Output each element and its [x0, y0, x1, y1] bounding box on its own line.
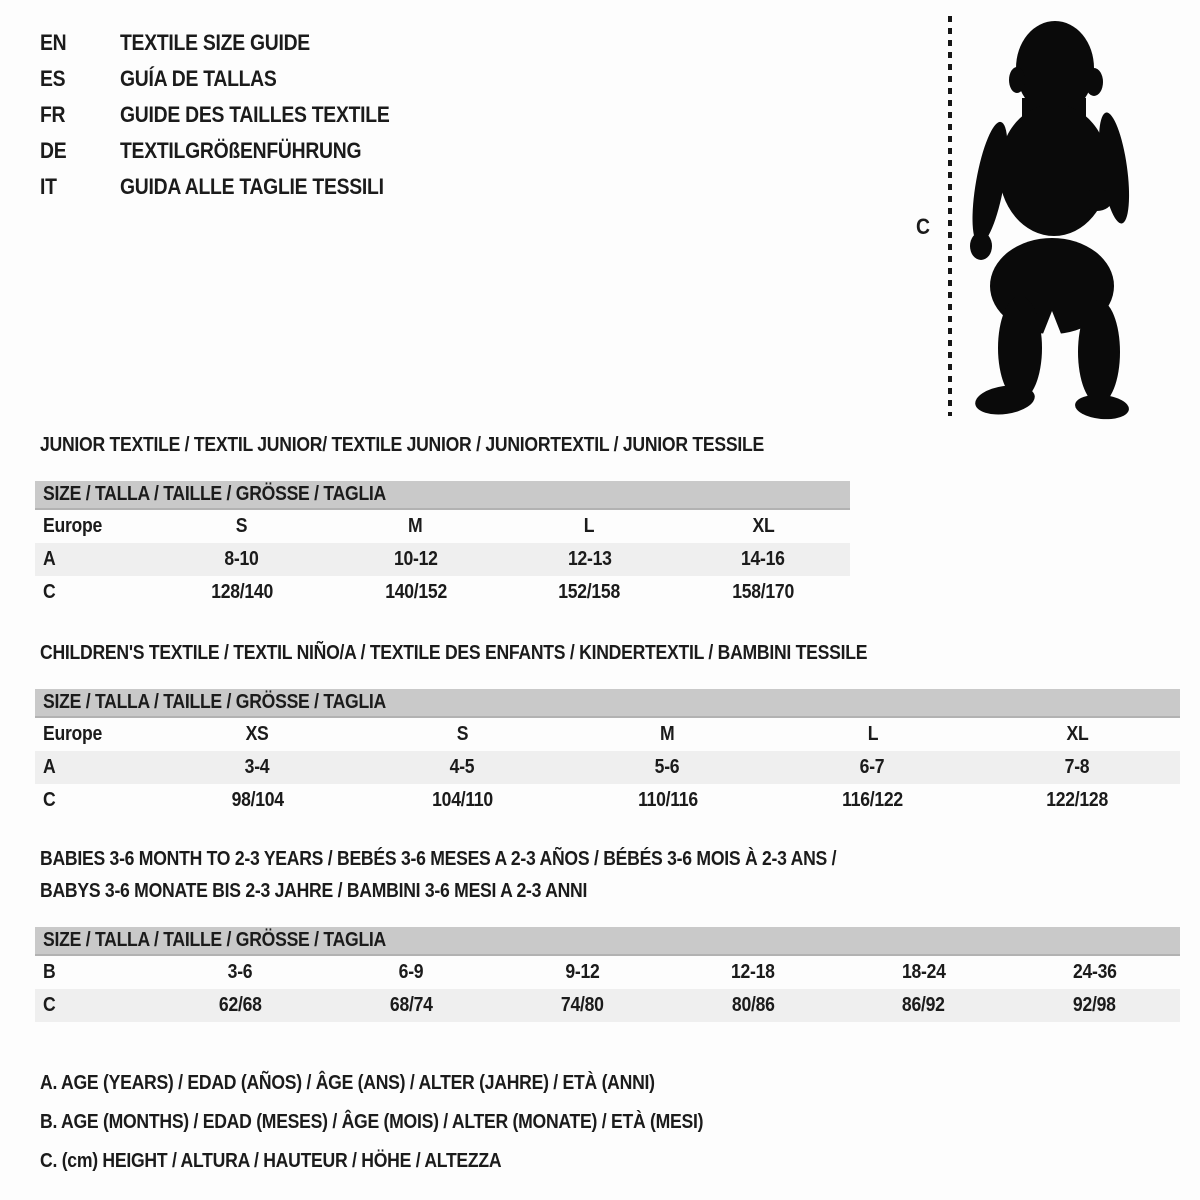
cell-value: 68/74 — [389, 994, 433, 1016]
section-title-text: BABYS 3-6 MONATE BIS 2-3 JAHRE / BAMBINI 3-6 MESI A 2-3 ANNI — [40, 880, 588, 902]
row-label — [35, 961, 155, 984]
cell-value: L — [584, 515, 595, 537]
table-row — [35, 989, 1180, 1022]
cell-value: 7-8 — [1065, 756, 1090, 778]
size-header-text: SIZE / TALLA / TAILLE / GRÖSSE / TAGLIA — [43, 483, 387, 505]
table-cell — [838, 961, 1009, 984]
table-row — [35, 751, 1180, 784]
table-cell — [1009, 961, 1180, 984]
table-cell — [326, 994, 497, 1017]
cell-value: 92/98 — [1073, 994, 1116, 1016]
cell-value: 110/116 — [637, 789, 698, 811]
table-cell — [770, 756, 975, 779]
legend-line — [40, 1064, 794, 1103]
table-cell — [1009, 994, 1180, 1017]
cell-value: XL — [752, 515, 775, 537]
cell-value: 6-7 — [860, 756, 885, 778]
language-title: GUIDA ALLE TAGLIE TESSILI — [120, 174, 384, 199]
row-label — [35, 756, 155, 779]
table-row — [35, 956, 1180, 989]
table-cell — [676, 548, 850, 571]
row-label-text: A — [43, 548, 56, 570]
cell-value: 12-13 — [567, 548, 612, 570]
row-label-text: C — [43, 789, 56, 811]
children-textile-section — [35, 637, 1180, 817]
section-title-text: JUNIOR TEXTILE / TEXTIL JUNIOR/ TEXTILE JUNIOR / JUNIORTEXTIL / JUNIOR TESSILE — [40, 434, 764, 456]
cell-value: 10-12 — [393, 548, 438, 570]
row-label — [35, 581, 155, 604]
language-row — [40, 25, 426, 61]
legend-text: B. AGE (MONTHS) / EDAD (MESES) / ÂGE (MOIS) / ALTER (MONATE) / ETÀ (MESI) — [40, 1111, 704, 1133]
language-code: DE — [40, 138, 67, 163]
row-label-text: Europe — [43, 723, 103, 745]
section-title-text: BABIES 3-6 MONTH TO 2-3 YEARS / BEBÉS 3-6 MESES A 2-3 AÑOS / BÉBÉS 3-6 MOIS À 2-3 ANS / — [40, 848, 837, 870]
legend-line — [40, 1142, 794, 1181]
cell-value: 122/128 — [1046, 789, 1109, 811]
table-cell — [326, 961, 497, 984]
legend-text: A. AGE (YEARS) / EDAD (AÑOS) / ÂGE (ANS) / ALTER (JAHRE) / ETÀ (ANNI) — [40, 1072, 655, 1094]
table-cell — [155, 961, 326, 984]
cell-value: 140/152 — [384, 581, 447, 603]
size-table — [35, 510, 850, 609]
row-label — [35, 515, 155, 538]
row-label — [35, 723, 155, 746]
row-label-text: A — [43, 756, 56, 778]
cell-value: 14-16 — [741, 548, 785, 570]
table-cell — [155, 515, 329, 538]
measurement-legend — [40, 1064, 794, 1181]
cell-value: XS — [246, 723, 269, 745]
cell-value: XL — [1066, 723, 1089, 745]
size-header-band — [35, 689, 1180, 718]
language-row — [40, 133, 426, 169]
cell-value: 74/80 — [560, 994, 604, 1016]
section-title-line — [40, 875, 1180, 907]
table-cell — [503, 581, 677, 604]
table-cell — [155, 756, 360, 779]
table-cell — [155, 789, 360, 812]
table-cell — [155, 581, 329, 604]
language-title: TEXTILGRÖßENFÜHRUNG — [120, 138, 362, 163]
table-cell — [770, 723, 975, 746]
language-code: ES — [40, 66, 66, 91]
legend-text: C. (cm) HEIGHT / ALTURA / HAUTEUR / HÖHE / ALTEZZA — [40, 1150, 502, 1172]
cell-value: 12-18 — [731, 961, 775, 983]
language-title: TEXTILE SIZE GUIDE — [120, 30, 310, 55]
cell-value: 6-9 — [398, 961, 424, 983]
cell-value: 152/158 — [558, 581, 621, 603]
section-title — [35, 429, 850, 461]
table-cell — [155, 994, 326, 1017]
table-cell — [360, 789, 565, 812]
row-label-text: Europe — [43, 515, 103, 537]
cell-value: 158/170 — [732, 581, 795, 603]
language-row — [40, 61, 426, 97]
table-cell — [565, 723, 770, 746]
babies-textile-section — [35, 843, 1180, 1022]
cell-value: 8-10 — [224, 548, 259, 570]
table-cell — [667, 961, 838, 984]
table-cell — [565, 756, 770, 779]
cell-value: M — [408, 515, 423, 537]
table-cell — [329, 515, 503, 538]
size-header-band — [35, 481, 850, 510]
size-header-band — [35, 927, 1180, 956]
table-cell — [360, 756, 565, 779]
table-cell — [770, 789, 975, 812]
table-row — [35, 784, 1180, 817]
height-marker-label — [916, 214, 932, 240]
cell-value: S — [236, 515, 248, 537]
cell-value: 4-5 — [450, 756, 475, 778]
section-title-line — [40, 843, 1180, 875]
cell-value: 24-36 — [1072, 961, 1117, 983]
height-marker-text: C — [916, 214, 930, 239]
language-title: GUÍA DE TALLAS — [120, 66, 277, 91]
cell-value: M — [660, 723, 675, 745]
cell-value: 3-4 — [245, 756, 270, 778]
table-cell — [565, 789, 770, 812]
language-row — [40, 97, 426, 133]
table-cell — [975, 789, 1180, 812]
cell-value: S — [456, 723, 469, 745]
cell-value: 80/86 — [731, 994, 775, 1016]
table-row — [35, 543, 850, 576]
language-title-list — [40, 25, 426, 205]
table-cell — [667, 994, 838, 1017]
size-header-text: SIZE / TALLA / TAILLE / GRÖSSE / TAGLIA — [43, 929, 387, 951]
table-cell — [975, 723, 1180, 746]
language-row — [40, 169, 426, 205]
table-row — [35, 510, 850, 543]
row-label — [35, 548, 155, 571]
baby-silhouette-icon — [962, 18, 1142, 420]
table-cell — [329, 548, 503, 571]
row-label — [35, 789, 155, 812]
table-row — [35, 576, 850, 609]
cell-value: 3-6 — [228, 961, 253, 983]
section-title-line — [40, 429, 850, 461]
legend-line — [40, 1103, 794, 1142]
section-title — [35, 637, 1180, 669]
table-cell — [676, 515, 850, 538]
height-dashed-line — [948, 16, 952, 416]
table-cell — [155, 548, 329, 571]
table-cell — [676, 581, 850, 604]
cell-value: L — [867, 723, 878, 745]
table-cell — [329, 581, 503, 604]
table-cell — [360, 723, 565, 746]
junior-textile-section — [35, 429, 850, 609]
cell-value: 62/68 — [219, 994, 262, 1016]
size-header-text: SIZE / TALLA / TAILLE / GRÖSSE / TAGLIA — [43, 691, 387, 713]
size-table — [35, 956, 1180, 1022]
cell-value: 9-12 — [564, 961, 600, 983]
section-title — [35, 843, 1180, 907]
table-cell — [497, 994, 668, 1017]
size-table — [35, 718, 1180, 817]
cell-value: 128/140 — [210, 581, 273, 603]
row-label-text: C — [43, 581, 56, 603]
cell-value: 104/110 — [432, 789, 493, 811]
cell-value: 5-6 — [655, 756, 680, 778]
cell-value: 116/122 — [842, 789, 903, 811]
row-label — [35, 994, 155, 1017]
section-title-text: CHILDREN'S TEXTILE / TEXTIL NIÑO/A / TEXTILE DES ENFANTS / KINDERTEXTIL / BAMBINI TESSILE — [40, 642, 868, 664]
cell-value: 98/104 — [231, 789, 284, 811]
table-row — [35, 718, 1180, 751]
section-title-line — [40, 637, 1180, 669]
language-code: FR — [40, 102, 66, 127]
language-title: GUIDE DES TAILLES TEXTILE — [120, 102, 390, 127]
table-cell — [838, 994, 1009, 1017]
table-cell — [503, 548, 677, 571]
table-cell — [155, 723, 360, 746]
row-label-text: B — [43, 961, 56, 983]
cell-value: 18-24 — [901, 961, 946, 983]
language-code: EN — [40, 30, 67, 55]
cell-value: 86/92 — [902, 994, 946, 1016]
table-cell — [503, 515, 677, 538]
row-label-text: C — [43, 994, 56, 1016]
table-cell — [497, 961, 668, 984]
language-code: IT — [40, 174, 57, 199]
table-cell — [975, 756, 1180, 779]
